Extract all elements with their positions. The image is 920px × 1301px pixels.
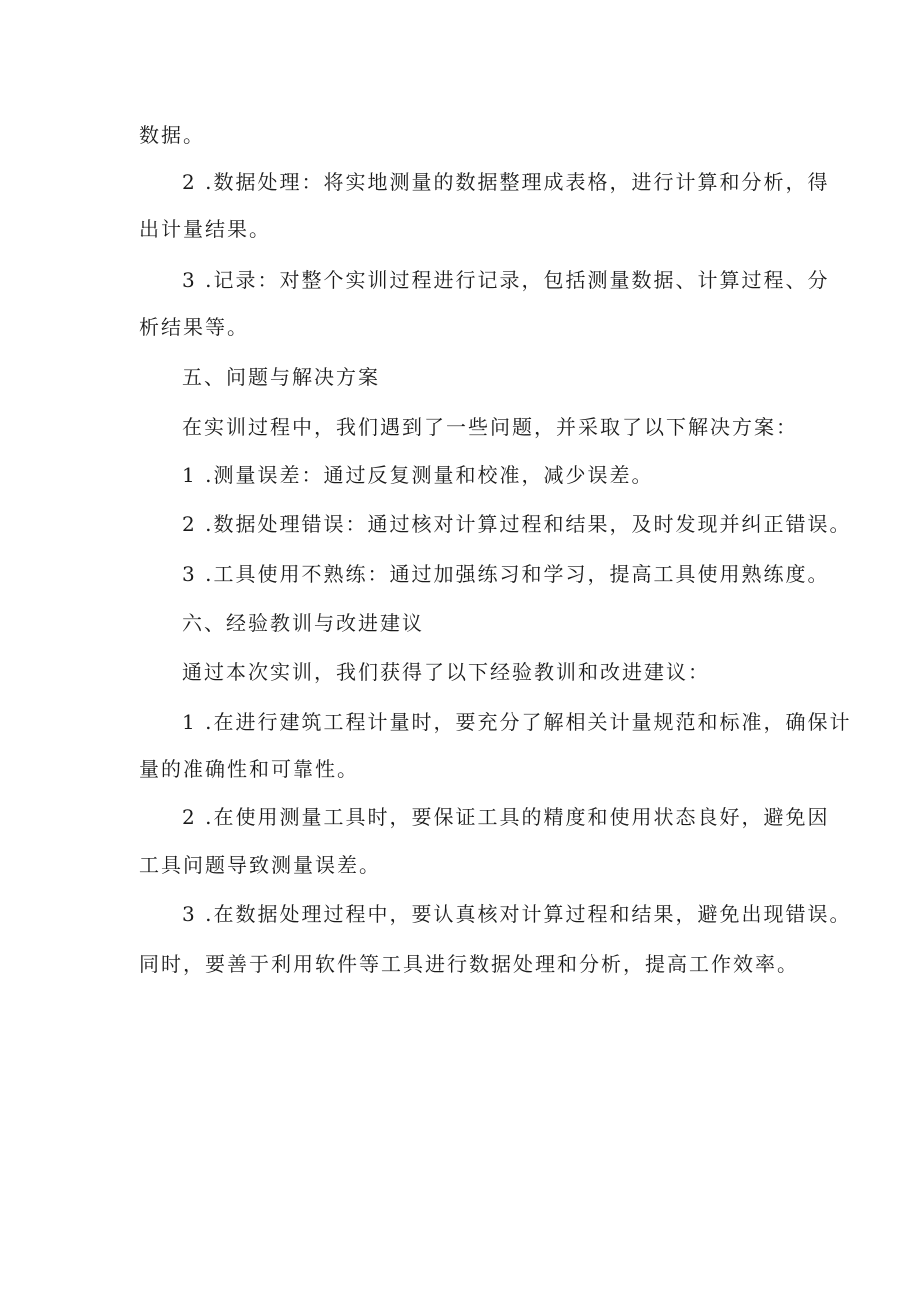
list-item-line: 2 .数据处理错误：通过核对计算过程和结果，及时发现并纠正错误。	[182, 512, 852, 536]
list-item-line: 2 .数据处理：将实地测量的数据整理成表格，进行计算和分析，得	[182, 170, 830, 194]
list-item-line: 3 .记录：对整个实训过程进行记录，包括测量数据、计算过程、分	[182, 268, 830, 292]
list-item-line: 3 .工具使用不熟练：通过加强练习和学习，提高工具使用熟练度。	[182, 562, 830, 586]
paragraph-line: 量的准确性和可靠性。	[139, 757, 359, 781]
list-item-line: 1 .在进行建筑工程计量时，要充分了解相关计量规范和标准，确保计	[182, 710, 852, 734]
paragraph-line: 同时，要善于利用软件等工具进行数据处理和分析，提高工作效率。	[139, 952, 799, 976]
paragraph-line: 析结果等。	[139, 315, 249, 339]
list-item-line: 2 .在使用测量工具时，要保证工具的精度和使用状态良好，避免因	[182, 805, 830, 829]
paragraph-line: 工具问题导致测量误差。	[139, 853, 381, 877]
list-item-line: 3 .在数据处理过程中，要认真核对计算过程和结果，避免出现错误。	[182, 902, 852, 926]
paragraph-line: 数据。	[139, 123, 205, 147]
paragraph-line: 通过本次实训，我们获得了以下经验教训和改进建议：	[182, 660, 710, 684]
section-heading: 六、经验教训与改进建议	[182, 611, 424, 635]
section-heading: 五、问题与解决方案	[182, 365, 380, 389]
list-item-line: 1 .测量误差：通过反复测量和校准，减少误差。	[182, 463, 654, 487]
paragraph-line: 在实训过程中，我们遇到了一些问题，并采取了以下解决方案：	[182, 415, 798, 439]
paragraph-line: 出计量结果。	[139, 217, 271, 241]
